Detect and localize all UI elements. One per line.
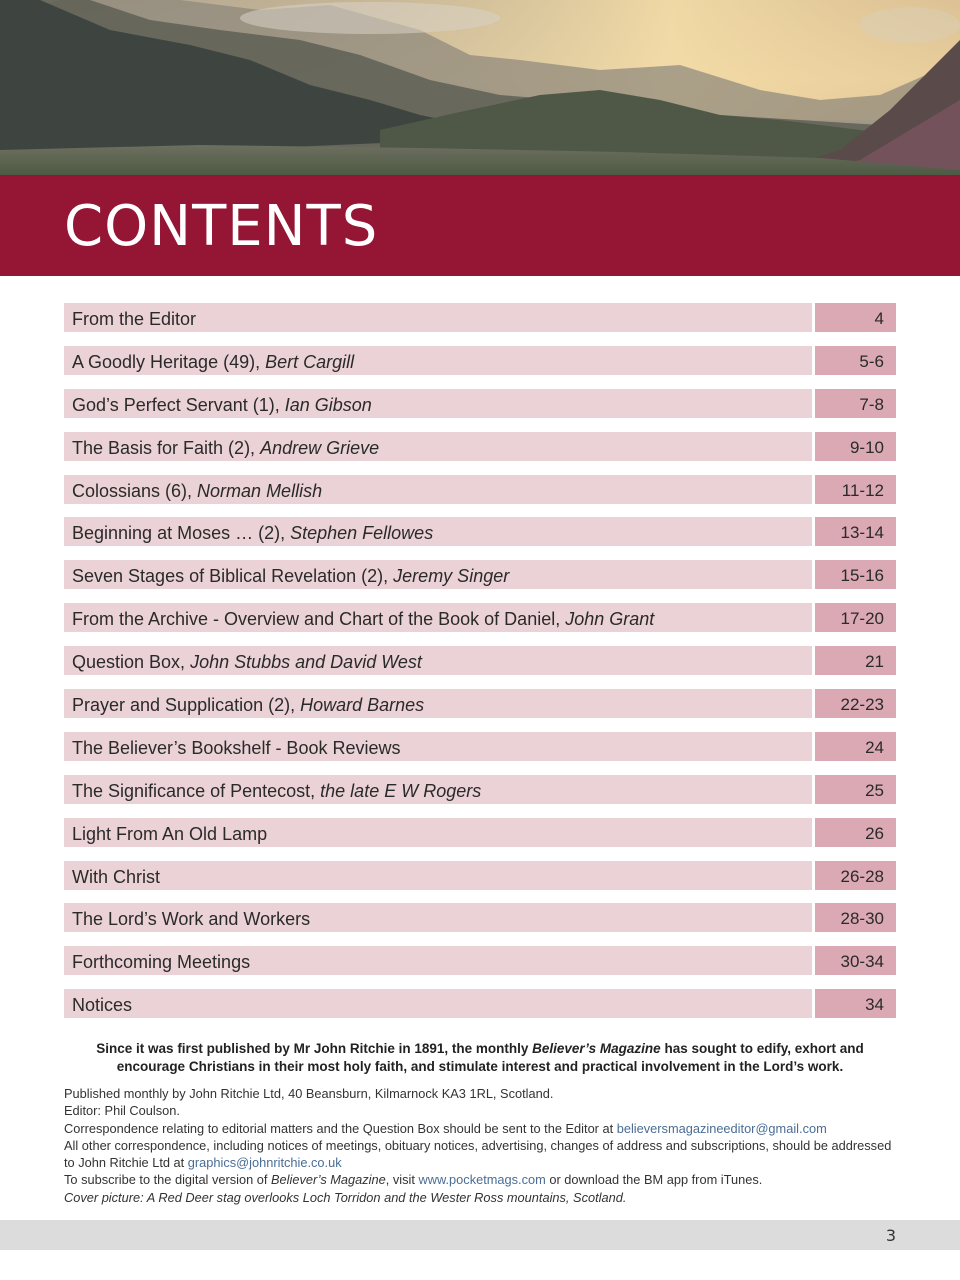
toc-entry-title xyxy=(64,517,812,546)
magazine-name: Believer’s Magazine xyxy=(532,1041,661,1056)
published-line: Published monthly by John Ritchie Ltd, 40 Beansburn, Kilmarnock KA3 1RL, Scotland. xyxy=(64,1086,554,1101)
toc-row[interactable] xyxy=(64,989,896,1018)
toc-page-number: 26-28 xyxy=(815,861,896,890)
toc-row[interactable] xyxy=(64,861,896,890)
toc-row[interactable] xyxy=(64,689,896,718)
correspondence-line: Correspondence relating to editorial matters and the Question Box should be sent to the Editor at believersmagazineeditor@gmail.com xyxy=(64,1120,827,1136)
toc-entry-title xyxy=(64,432,812,461)
article-author: Stephen Fellowes xyxy=(290,523,434,544)
article-author: Howard Barnes xyxy=(300,695,425,716)
toc-page-number: 21 xyxy=(815,646,896,675)
toc-entry-title xyxy=(64,775,812,804)
toc-row[interactable] xyxy=(64,346,896,375)
toc-entry-title xyxy=(64,818,812,847)
toc-page-number: 9-10 xyxy=(815,432,896,461)
toc-entry-title xyxy=(64,603,812,632)
toc-page-number: 25 xyxy=(815,775,896,804)
toc-entry-title xyxy=(64,303,812,332)
toc-page-number: 24 xyxy=(815,732,896,761)
toc-page-number: 28-30 xyxy=(815,903,896,932)
toc-row[interactable] xyxy=(64,517,896,546)
toc-entry-title xyxy=(64,389,812,418)
article-title: From the Editor xyxy=(72,309,197,329)
article-author: the late E W Rogers xyxy=(320,780,482,801)
toc-row[interactable] xyxy=(64,560,896,589)
toc-entry-title xyxy=(64,946,812,975)
toc-row[interactable] xyxy=(64,475,896,504)
toc-page-number: 26 xyxy=(815,818,896,847)
toc-page-number: 15-16 xyxy=(815,560,896,589)
intro-text: Since it was first published by Mr John Ritchie in 1891, the monthly xyxy=(96,1041,533,1056)
toc-entry-title xyxy=(64,475,812,504)
toc-entry-title xyxy=(64,560,812,589)
toc-page-number: 22-23 xyxy=(815,689,896,718)
page-title: CONTENTS xyxy=(64,194,379,259)
article-title: Forthcoming Meetings xyxy=(72,952,251,973)
footer-bar xyxy=(0,1220,960,1250)
toc-row[interactable] xyxy=(64,432,896,461)
toc-page-number: 17-20 xyxy=(815,603,896,632)
toc-entry-title xyxy=(64,732,812,761)
toc-row[interactable] xyxy=(64,946,896,975)
toc-entry-title xyxy=(64,689,812,718)
toc-row[interactable] xyxy=(64,603,896,632)
article-title: Colossians (6), xyxy=(72,480,198,501)
article-title: Light From An Old Lamp xyxy=(72,823,268,844)
toc-row[interactable] xyxy=(64,732,896,761)
article-author: Bert Cargill xyxy=(265,351,355,372)
article-author: Norman Mellish xyxy=(197,480,323,501)
toc-row[interactable] xyxy=(64,303,896,332)
toc-page-number: 7-8 xyxy=(815,389,896,418)
toc-page-number: 4 xyxy=(815,303,896,332)
mountain-landscape-image xyxy=(0,0,960,175)
imprint xyxy=(64,1085,904,1206)
toc-entry-title xyxy=(64,861,812,890)
other-correspondence-line: All other correspondence, including notices of meetings, obituary notices, advertising, changes of address and subscriptions, should be addressed to John Ritchie Ltd at graphics@johnritchie.co.uk xyxy=(64,1137,892,1171)
toc-row[interactable] xyxy=(64,903,896,932)
article-title: Beginning at Moses … (2), xyxy=(72,523,291,544)
toc-entry-title xyxy=(64,989,812,1018)
cover-caption: Cover picture: A Red Deer stag overlooks Loch Torridon and the Wester Ross mountains, Scotland. xyxy=(64,1189,627,1205)
hero-landscape-image xyxy=(0,0,960,175)
article-title: The Believer’s Bookshelf - Book Reviews xyxy=(72,737,401,758)
graphics-email-link[interactable]: graphics@johnritchie.co.uk xyxy=(187,1155,342,1171)
contents-list xyxy=(64,303,896,1032)
toc-entry-title xyxy=(64,903,812,932)
toc-entry-title xyxy=(64,646,812,675)
article-title: Prayer and Supplication (2), xyxy=(72,695,301,716)
pocketmags-link[interactable]: www.pocketmags.com xyxy=(418,1172,546,1188)
editor-email-link[interactable]: believersmagazineeditor@gmail.com xyxy=(616,1120,827,1136)
article-title: The Basis for Faith (2), xyxy=(72,437,261,458)
article-title: From the Archive - Overview and Chart of the Book of Daniel, xyxy=(72,609,566,630)
toc-entry-title xyxy=(64,346,812,375)
article-title: A Goodly Heritage (49), xyxy=(72,351,266,372)
article-title: The Lord’s Work and Workers xyxy=(72,909,311,930)
toc-page-number: 30-34 xyxy=(815,946,896,975)
toc-page-number: 5-6 xyxy=(815,346,896,375)
article-author: Ian Gibson xyxy=(284,394,372,415)
intro-paragraph xyxy=(64,1040,896,1076)
article-title: Seven Stages of Biblical Revelation (2), xyxy=(72,566,394,587)
article-author: John Stubbs and David West xyxy=(190,652,422,673)
article-title: The Significance of Pentecost, xyxy=(72,780,321,801)
article-author: Andrew Grieve xyxy=(260,437,380,458)
title-band xyxy=(0,175,960,276)
toc-page-number: 11-12 xyxy=(815,475,896,504)
article-author: John Grant xyxy=(565,609,655,630)
editor-line: Editor: Phil Coulson. xyxy=(64,1103,180,1119)
article-title: Question Box, xyxy=(72,652,191,673)
toc-row[interactable] xyxy=(64,818,896,847)
article-title: With Christ xyxy=(72,866,161,887)
intro-text-end: has sought to edify, exhort and encourage Christians in their most holy faith, and stimulate interest and practical involvement in the Lord’s work. xyxy=(116,1041,864,1074)
toc-row[interactable] xyxy=(64,775,896,804)
subscribe-line: To subscribe to the digital version of Believer’s Magazine, visit www.pocketmags.com or download the BM app from iTunes. xyxy=(64,1172,763,1188)
toc-page-number: 34 xyxy=(815,989,896,1018)
article-title: Notices xyxy=(72,995,133,1016)
page-number: 3 xyxy=(885,1226,896,1245)
toc-page-number: 13-14 xyxy=(815,517,896,546)
toc-row[interactable] xyxy=(64,389,896,418)
article-title: God’s Perfect Servant (1), xyxy=(72,394,285,415)
article-author: Jeremy Singer xyxy=(393,566,510,587)
toc-row[interactable] xyxy=(64,646,896,675)
